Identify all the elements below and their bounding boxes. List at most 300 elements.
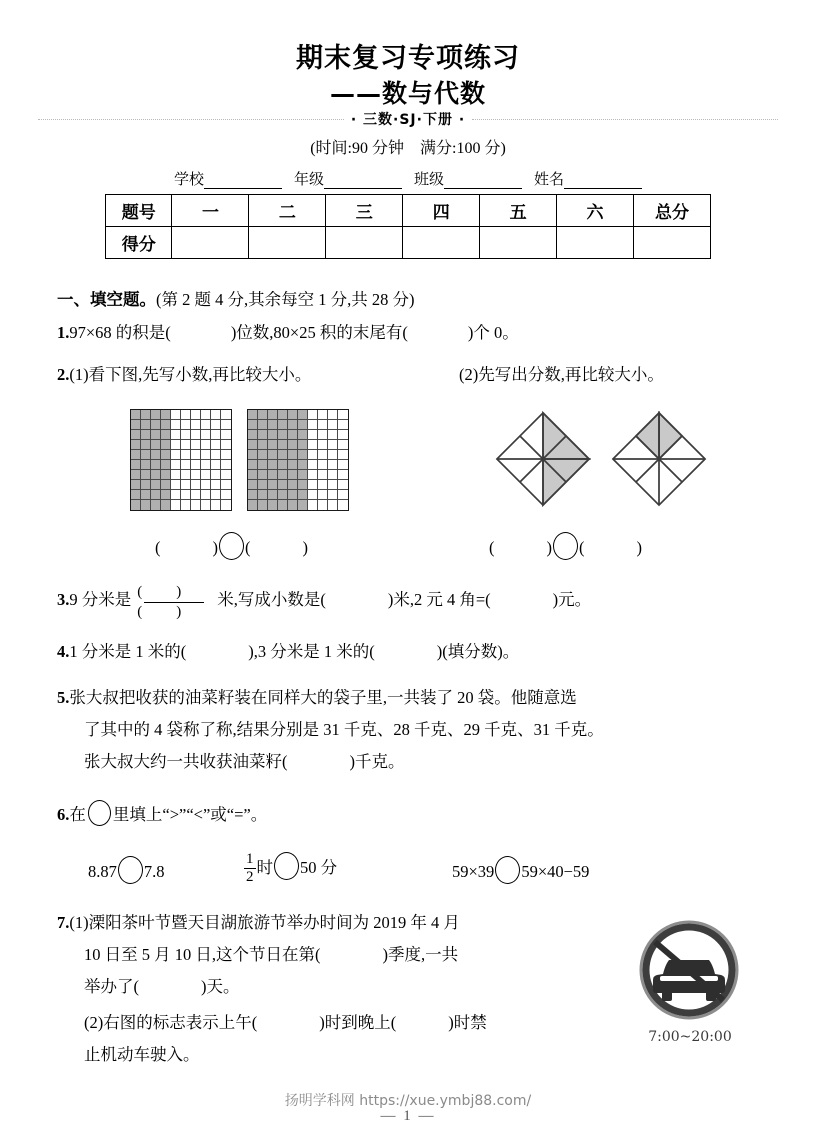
grid-cell xyxy=(298,500,308,510)
grid-cell xyxy=(258,470,268,480)
q6-item1-right: 7.8 xyxy=(143,862,165,881)
grid-cell xyxy=(211,420,221,430)
grid-cell xyxy=(278,430,288,440)
grid-cell xyxy=(201,470,211,480)
grid-cell xyxy=(131,420,141,430)
q2-p2-compare-circle[interactable] xyxy=(553,532,578,560)
table-row-scores xyxy=(106,227,711,259)
grid-cell xyxy=(278,420,288,430)
grid-cell xyxy=(181,430,191,440)
score-cell-3[interactable] xyxy=(326,227,403,259)
footer-page-number: — 1 — xyxy=(380,1108,436,1124)
grid-cell xyxy=(141,460,151,470)
q6-item3-circle[interactable] xyxy=(495,856,520,884)
grid-cell xyxy=(298,440,308,450)
question-3-text-d: )元。 xyxy=(552,590,592,609)
grid-cell xyxy=(151,460,161,470)
grid-cell xyxy=(328,440,338,450)
question-6-item-2 xyxy=(243,852,337,885)
q6-item2-fraction-numerator: 1 xyxy=(246,851,254,867)
grid-cell xyxy=(181,480,191,490)
grid-cell xyxy=(278,410,288,420)
grid-cell xyxy=(288,450,298,460)
question-2-part2-text: (2)先写出分数,再比较大小。 xyxy=(459,365,664,384)
question-3-text-a: 9 分米是 xyxy=(69,590,132,609)
grid-cell xyxy=(248,410,258,420)
question-6-number: 6. xyxy=(57,805,70,824)
grid-cell xyxy=(308,480,318,490)
fraction-diamond-left xyxy=(495,411,591,507)
grid-cell xyxy=(288,410,298,420)
row-label-score: 得分 xyxy=(106,227,172,259)
grid-cell xyxy=(161,430,171,440)
grid-cell xyxy=(201,450,211,460)
grid-cell xyxy=(298,430,308,440)
score-table xyxy=(105,194,711,259)
column-header-3: 三 xyxy=(326,195,403,227)
grid-cell xyxy=(151,430,161,440)
section-one-heading xyxy=(57,288,415,313)
grid-cell xyxy=(191,410,201,420)
grid-cell xyxy=(338,490,348,500)
grid-cell xyxy=(258,480,268,490)
grid-cell xyxy=(151,410,161,420)
score-cell-4[interactable] xyxy=(403,227,480,259)
question-2-part2-prompt xyxy=(459,362,664,389)
q2-p1-paren-open-1: ( xyxy=(155,538,161,557)
info-blank-grade[interactable] xyxy=(324,174,402,189)
grid-cell xyxy=(318,480,328,490)
question-5-text-line2: 了其中的 4 袋称了称,结果分别是 31 千克、28 千克、29 千克、31 千克。 xyxy=(84,720,604,739)
question-2-part2-answers xyxy=(489,532,642,560)
fraction-numerator-blank[interactable]: () xyxy=(137,584,216,600)
grid-cell xyxy=(191,460,201,470)
question-4-text-c: )(填分数)。 xyxy=(436,642,520,661)
grid-cell xyxy=(308,450,318,460)
grid-cell xyxy=(161,440,171,450)
grid-cell xyxy=(278,480,288,490)
grid-cell xyxy=(131,460,141,470)
info-field-school xyxy=(174,168,282,189)
grid-cell xyxy=(278,470,288,480)
grid-cell xyxy=(171,500,181,510)
q2-p1-paren-close-2: ) xyxy=(302,538,308,557)
grid-cell xyxy=(191,470,201,480)
score-cell-1[interactable] xyxy=(172,227,249,259)
grid-cell xyxy=(131,490,141,500)
decimal-grid-right xyxy=(247,409,349,511)
grid-cell xyxy=(141,470,151,480)
score-cell-6[interactable] xyxy=(557,227,634,259)
column-header-2: 二 xyxy=(249,195,326,227)
grid-cell xyxy=(298,480,308,490)
question-4-text-b: ),3 分米是 1 米的( xyxy=(248,642,375,661)
grid-cell xyxy=(308,410,318,420)
grid-cell xyxy=(201,440,211,450)
question-4 xyxy=(57,639,519,666)
grid-cell xyxy=(141,430,151,440)
grid-cell xyxy=(171,490,181,500)
info-field-class xyxy=(414,168,522,189)
question-1 xyxy=(57,320,519,347)
grid-cell xyxy=(141,490,151,500)
grid-cell xyxy=(318,460,328,470)
grid-cell xyxy=(308,440,318,450)
grid-cell xyxy=(201,430,211,440)
grid-cell xyxy=(318,470,328,480)
grid-cell xyxy=(298,490,308,500)
grid-cell xyxy=(328,490,338,500)
grid-cell xyxy=(151,470,161,480)
grid-cell xyxy=(221,430,231,440)
grid-cell xyxy=(141,420,151,430)
grid-cell xyxy=(151,490,161,500)
grid-cell xyxy=(221,450,231,460)
grid-cell xyxy=(151,480,161,490)
grid-cell xyxy=(221,490,231,500)
grid-cell xyxy=(308,430,318,440)
grid-cell xyxy=(258,410,268,420)
grid-cell xyxy=(318,450,328,460)
grid-cell xyxy=(288,420,298,430)
grid-cell xyxy=(248,420,258,430)
info-label-name: 姓名 xyxy=(534,172,565,188)
divider-line-right xyxy=(472,119,778,120)
grid-cell xyxy=(131,500,141,510)
grid-cell xyxy=(288,430,298,440)
q2-p2-paren-close-1: ) xyxy=(546,538,552,557)
grid-cell xyxy=(278,460,288,470)
grid-cell xyxy=(268,420,278,430)
fraction-diamond-left-svg xyxy=(495,411,591,507)
grid-cell xyxy=(201,410,211,420)
footer-site-watermark: 扬明学科网 https://xue.ymbj88.com/ xyxy=(284,1093,532,1109)
question-1-text-b: )位数,80×25 积的末尾有( xyxy=(230,323,408,342)
grid-cell xyxy=(308,500,318,510)
grid-cell xyxy=(221,500,231,510)
no-motor-vehicles-sign-svg xyxy=(625,918,753,1022)
question-3-fraction-blank[interactable] xyxy=(133,585,215,620)
grid-cell xyxy=(338,440,348,450)
question-6-prompt xyxy=(57,800,267,829)
grid-cell xyxy=(258,430,268,440)
page-title: 期末复习专项练习 xyxy=(296,43,520,74)
q6-item2-circle[interactable] xyxy=(274,852,299,880)
question-5-text-line3a: 张大叔大约一共收获油菜籽( xyxy=(84,752,288,771)
q2-p2-paren-close-2: ) xyxy=(636,538,642,557)
grid-cell xyxy=(248,490,258,500)
grid-cell xyxy=(191,420,201,430)
q6-item2-right: 50 分 xyxy=(300,858,338,877)
column-header-1: 一 xyxy=(172,195,249,227)
grid-cell xyxy=(328,420,338,430)
grid-cell xyxy=(288,480,298,490)
grid-cell xyxy=(338,410,348,420)
info-field-name xyxy=(534,168,642,189)
grid-cell xyxy=(211,480,221,490)
question-7-p2-line1a: (2)右图的标志表示上午( xyxy=(84,1013,258,1032)
grid-cell xyxy=(268,470,278,480)
grid-cell xyxy=(278,450,288,460)
grid-cell xyxy=(221,440,231,450)
info-field-grade xyxy=(294,168,402,189)
grid-cell xyxy=(151,450,161,460)
section-one-title: 一、填空题。 xyxy=(57,290,156,309)
grid-cell xyxy=(161,460,171,470)
question-4-text-a: 1 分米是 1 米的( xyxy=(69,642,187,661)
grid-cell xyxy=(288,490,298,500)
question-3 xyxy=(57,585,591,620)
grid-cell xyxy=(211,450,221,460)
grid-cell xyxy=(318,410,328,420)
grid-cell xyxy=(221,420,231,430)
grid-cell xyxy=(318,490,328,500)
grid-cell xyxy=(141,450,151,460)
grid-cell xyxy=(131,440,141,450)
grid-cell xyxy=(258,460,268,470)
grid-cell xyxy=(161,450,171,460)
info-label-class: 班级 xyxy=(414,172,445,188)
grid-cell xyxy=(131,410,141,420)
divider-line-left xyxy=(38,119,344,120)
info-blank-class[interactable] xyxy=(444,174,522,189)
grid-cell xyxy=(258,450,268,460)
grid-cell xyxy=(288,500,298,510)
student-info-line xyxy=(0,168,816,189)
grid-cell xyxy=(221,470,231,480)
fraction-diamond-right-svg xyxy=(611,411,707,507)
question-6-text-b: 里填上“>”“<”或“=”。 xyxy=(112,805,268,824)
grid-cell xyxy=(328,450,338,460)
question-5-line-1 xyxy=(57,685,577,712)
info-blank-name[interactable] xyxy=(564,174,642,189)
grid-cell xyxy=(308,490,318,500)
grid-cell xyxy=(181,460,191,470)
question-4-number: 4. xyxy=(57,642,70,661)
grid-cell xyxy=(278,490,288,500)
grid-cell xyxy=(211,410,221,420)
grid-cell xyxy=(161,410,171,420)
q6-item2-left-unit: 时 xyxy=(256,858,273,877)
grid-cell xyxy=(328,480,338,490)
q2-p2-paren-open-1: ( xyxy=(489,538,495,557)
grid-cell xyxy=(308,420,318,430)
grid-cell xyxy=(268,430,278,440)
column-header-4: 四 xyxy=(403,195,480,227)
grid-cell xyxy=(258,420,268,430)
grid-cell xyxy=(248,460,258,470)
grid-cell xyxy=(338,500,348,510)
q2-p2-paren-open-2: ( xyxy=(579,538,585,557)
grid-cell xyxy=(201,480,211,490)
grid-cell xyxy=(171,420,181,430)
score-cell-total[interactable] xyxy=(634,227,711,259)
question-7-number: 7. xyxy=(57,913,70,932)
grid-cell xyxy=(308,460,318,470)
grid-cell xyxy=(328,500,338,510)
q2-p1-compare-circle[interactable] xyxy=(219,532,244,560)
q6-item3-right: 59×40−59 xyxy=(521,862,590,881)
question-7-part1-line-3 xyxy=(84,974,240,1001)
grid-cell xyxy=(298,420,308,430)
fraction-denominator-blank[interactable]: () xyxy=(137,604,216,620)
grid-cell xyxy=(221,460,231,470)
grid-cell xyxy=(338,470,348,480)
grid-cell xyxy=(191,440,201,450)
grid-cell xyxy=(161,470,171,480)
grid-cell xyxy=(151,500,161,510)
question-7-p2-line2: 止机动车驶入。 xyxy=(84,1045,200,1064)
grid-cell xyxy=(268,440,278,450)
grid-cell xyxy=(181,470,191,480)
grid-cell xyxy=(211,490,221,500)
grid-cell xyxy=(338,430,348,440)
grid-cell xyxy=(191,500,201,510)
grid-cell xyxy=(201,420,211,430)
grid-cell xyxy=(161,490,171,500)
no-motor-vehicles-sign xyxy=(625,918,755,1045)
grid-cell xyxy=(248,440,258,450)
score-cell-2[interactable] xyxy=(249,227,326,259)
table-row-question-numbers xyxy=(106,195,711,227)
question-7-p2-line1c: )时禁 xyxy=(448,1013,487,1032)
grid-cell xyxy=(328,470,338,480)
question-1-number: 1. xyxy=(57,323,70,342)
grid-cell xyxy=(318,420,328,430)
grid-cell xyxy=(298,460,308,470)
question-1-text-a: 97×68 的积是( xyxy=(69,323,171,342)
grid-cell xyxy=(171,430,181,440)
grid-cell xyxy=(278,440,288,450)
grid-cell xyxy=(151,440,161,450)
grid-cell xyxy=(171,440,181,450)
question-5-line-3 xyxy=(84,749,405,776)
grid-cell xyxy=(191,450,201,460)
grid-cell xyxy=(181,500,191,510)
grid-cell xyxy=(141,500,151,510)
grid-cell xyxy=(181,440,191,450)
grid-cell xyxy=(161,480,171,490)
grid-cell xyxy=(338,420,348,430)
grid-cell xyxy=(191,480,201,490)
question-5-text-line3b: )千克。 xyxy=(349,752,405,771)
question-7-p1-line3a: 举办了( xyxy=(84,977,139,996)
grid-cell xyxy=(171,480,181,490)
grid-cell xyxy=(338,450,348,460)
question-7-p1-line2a: 10 日至 5 月 10 日,这个节日在第( xyxy=(84,945,321,964)
grid-cell xyxy=(268,450,278,460)
edition-divider xyxy=(38,108,778,130)
question-3-number: 3. xyxy=(57,590,70,609)
grid-cell xyxy=(141,480,151,490)
question-3-text-c: )米,2 元 4 角=( xyxy=(387,590,491,609)
grid-cell xyxy=(211,430,221,440)
question-6-item-1 xyxy=(88,856,165,886)
q2-p1-paren-open-2: ( xyxy=(245,538,251,557)
time-and-score-note: (时间:90 分钟 满分:100 分) xyxy=(310,140,506,157)
info-blank-school[interactable] xyxy=(204,174,282,189)
grid-cell xyxy=(131,430,141,440)
grid-cell xyxy=(298,470,308,480)
grid-cell xyxy=(181,490,191,500)
question-2-part1-prompt xyxy=(57,362,311,389)
info-label-grade: 年级 xyxy=(293,172,324,188)
grid-cell xyxy=(211,460,221,470)
grid-cell xyxy=(288,440,298,450)
grid-cell xyxy=(318,500,328,510)
decimal-grid-left xyxy=(130,409,232,511)
grid-cell xyxy=(338,460,348,470)
grid-cell xyxy=(211,500,221,510)
grid-cell xyxy=(151,420,161,430)
q6-item1-left: 8.87 xyxy=(88,862,117,881)
question-7-part2-line-2 xyxy=(84,1042,200,1069)
grid-cell xyxy=(181,410,191,420)
column-header-6: 六 xyxy=(557,195,634,227)
grid-cell xyxy=(181,420,191,430)
section-one-points: (第 2 题 4 分,其余每空 1 分,共 28 分) xyxy=(156,290,415,309)
question-2-part1-text: (1)看下图,先写小数,再比较大小。 xyxy=(69,365,312,384)
question-2-number: 2. xyxy=(57,365,70,384)
grid-cell xyxy=(181,450,191,460)
question-7-part1-line-1 xyxy=(57,910,460,937)
q6-item1-circle[interactable] xyxy=(118,856,143,884)
grid-cell xyxy=(171,410,181,420)
grid-cell xyxy=(221,480,231,490)
grid-cell xyxy=(278,500,288,510)
question-7-part2-line-1 xyxy=(84,1010,487,1037)
question-3-text-b: 米,写成小数是( xyxy=(217,590,326,609)
grid-cell xyxy=(201,460,211,470)
fraction-bar xyxy=(144,602,204,603)
grid-cell xyxy=(268,480,278,490)
grid-cell xyxy=(161,420,171,430)
grid-cell xyxy=(268,490,278,500)
grid-cell xyxy=(268,410,278,420)
page-subtitle: ——数与代数 xyxy=(329,79,486,108)
grid-cell xyxy=(161,500,171,510)
question-6-prompt-circle xyxy=(88,800,111,826)
grid-cell xyxy=(171,470,181,480)
grid-cell xyxy=(328,460,338,470)
grid-cell xyxy=(201,490,211,500)
grid-cell xyxy=(141,410,151,420)
grid-cell xyxy=(201,500,211,510)
question-7-p1-line3b: )天。 xyxy=(201,977,240,996)
grid-cell xyxy=(288,460,298,470)
grid-cell xyxy=(338,480,348,490)
question-7-p1-line2b: )季度,一共 xyxy=(382,945,459,964)
score-cell-5[interactable] xyxy=(480,227,557,259)
grid-cell xyxy=(318,430,328,440)
q6-item3-left: 59×39 xyxy=(452,862,495,881)
q2-p1-paren-close-1: ) xyxy=(212,538,218,557)
grid-cell xyxy=(221,410,231,420)
grid-cell xyxy=(248,500,258,510)
grid-cell xyxy=(141,440,151,450)
question-2-part1-answers xyxy=(155,532,308,560)
grid-cell xyxy=(191,430,201,440)
grid-cell xyxy=(211,440,221,450)
q6-item2-fraction xyxy=(244,852,256,885)
grid-cell xyxy=(328,430,338,440)
question-7-part1-line-2 xyxy=(84,942,458,969)
grid-cell xyxy=(171,460,181,470)
question-6-item-3 xyxy=(452,856,589,886)
grid-cell xyxy=(248,470,258,480)
info-label-school: 学校 xyxy=(173,172,204,188)
question-1-text-c: )个 0。 xyxy=(467,323,519,342)
